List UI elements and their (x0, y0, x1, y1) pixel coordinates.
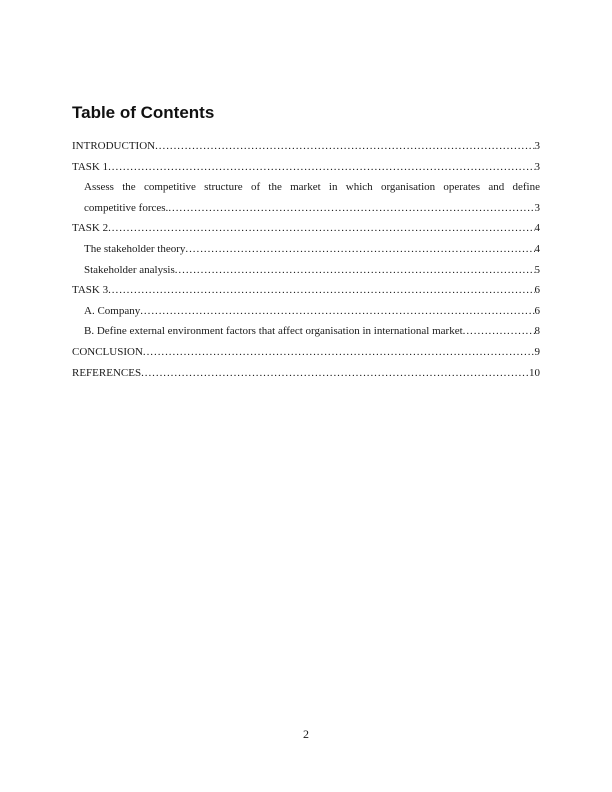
toc-entry-label: TASK 3 (72, 284, 109, 297)
toc-entry-page: 4 (534, 222, 540, 235)
dot-leader (108, 157, 534, 178)
toc-entry-page: 8 (534, 325, 540, 338)
toc-entry-label: REFERENCES (72, 366, 142, 379)
toc-entry-page: 4 (534, 242, 540, 255)
toc-entry-page: 5 (534, 263, 540, 276)
toc-entry-introduction[interactable] (72, 136, 540, 157)
dot-leader (108, 280, 534, 301)
toc-entry-label: A. Company (84, 304, 141, 317)
dot-leader (463, 321, 535, 342)
toc-entry-label: CONCLUSION (72, 345, 143, 358)
toc-entry-page: 3 (534, 160, 540, 173)
dot-leader (143, 342, 535, 363)
dot-leader (108, 218, 534, 239)
toc-entry-stakeholder-theory[interactable] (72, 239, 540, 260)
toc-title: Table of Contents (72, 103, 215, 122)
toc-entry-label: The stakeholder theory (84, 242, 186, 255)
toc-entry-references[interactable] (72, 363, 540, 384)
dot-leader (168, 198, 534, 219)
page-number: 2 (303, 727, 309, 741)
toc-entry-label-line1: Assess the competitive structure of the market in which organisation operates and define (84, 181, 540, 194)
toc-entry-stakeholder-analysis[interactable] (72, 260, 540, 281)
toc-entry-label: Stakeholder analysis (84, 263, 175, 276)
toc-entry-conclusion[interactable] (72, 342, 540, 363)
toc-entry-label: competitive forces. (84, 201, 169, 214)
toc-entry-label: TASK 1 (72, 160, 109, 173)
toc-entry-page: 3 (534, 201, 540, 214)
toc-entry-label: INTRODUCTION (72, 140, 156, 152)
toc-entry-label: TASK 2 (72, 222, 109, 235)
dot-leader (140, 301, 534, 322)
toc-entry-page: 3 (534, 140, 540, 152)
toc-entry-external-environment[interactable] (72, 321, 540, 342)
toc-entry-page: 6 (534, 284, 540, 297)
toc-entry-task-1[interactable] (72, 157, 540, 178)
dot-leader (175, 260, 535, 281)
dot-leader (141, 363, 529, 384)
table-of-contents (72, 136, 540, 383)
toc-entry-label: B. Define external environment factors that affect organisation in international market (84, 325, 463, 338)
toc-entry-company[interactable] (72, 301, 540, 322)
dot-leader (185, 239, 534, 260)
toc-entry-page: 10 (529, 366, 540, 379)
dot-leader (155, 136, 534, 157)
toc-entry-task-3[interactable] (72, 280, 540, 301)
toc-entry-task-2[interactable] (72, 218, 540, 239)
toc-entry-competitive-structure[interactable] (72, 177, 540, 218)
toc-entry-page: 6 (534, 304, 540, 317)
toc-entry-page: 9 (534, 345, 540, 358)
